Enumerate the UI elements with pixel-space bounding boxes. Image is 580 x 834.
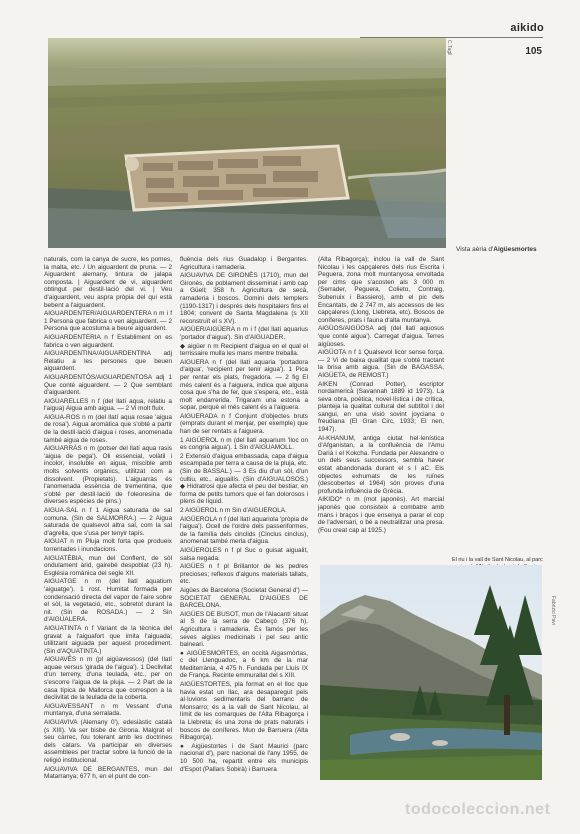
entry: AIGUATGE n m (del llatí aquatium 'aiguatge'). 1 rost. Humitat formada per condensació directa del vapor de l'aire sobre el sòl, la vegetació, etc., sobretot durant la nit. (Sin de ROSADA.) — 2 Sin d'AIGUALERA. [44,578,172,624]
entry: naturals, com la canya de sucre, les pomes, la malta, etc. / Un aiguardent de pruna. — 2 Aiguardent alemany, tintura de jalapa composta. | Aiguardent de vi, aiguardent obtingut per destil·lació del vi. | Veu d'aiguardent, veu aspra pròpia del qui està bebent a l'aiguardent. [44,256,172,309]
entry: AIGÜOTA n f 1 Qualsevol licor sense força. — 2 Vi de baixa qualitat que s'obté tractant la brisa amb aigua. (Sin de BAGASSA, AIGÜETA, de REMOST.) [318,349,444,379]
caption-text: Vista aèria d' [456,246,494,253]
entry: AIGUERADA n f Conjunt d'objectes bruts (emprats durant el menjar, per exemple) que han de ser rentats a l'aiguera. [180,412,308,436]
entry: AIGUARDENTINA/AIGUARDENTINA adj Relatiu a les persones que beuen aiguardent. [44,350,172,373]
entry: 2 Extensió d'aigua embassada, capa d'aigua escampada per terra a causa de la pluja, etc. (Sin de BASSAL.) — 3 Es diu d'un sòl, d'un cultiu, etc., aiguallís. (Sin d'AIGUALOSOS.) ◆ Hidratrosi que afecta el peu del bestiar, en forma de petits tumors que el fan dolorosos i plens de líquid. [180,452,308,506]
entry: AIGÜEROLES n f pl Suc o guisat aigualit, salsa negada. [180,546,308,562]
column-1 [44,256,172,782]
photo-credit-bottom: Fabrizio Pavi [550,596,556,625]
entry: AIGUAVIVA (Alemany 0'), edesiàstic català (s XIII). Va ser bisbe de Girona. Malgrat el seu càrrec, fou tolerant amb les doctrines dels càtars. Va participar en diverses assemblees per tractar sobre la funció de la religió institucional. [44,719,172,764]
photo-credit-top: C.Taglì [446,40,452,56]
header-word: aikido [510,22,544,34]
entry: Aigües de Barcelona (Societat General d') — SOCIETAT GENERAL D'AIGÜES DE BARCELONA. [180,586,308,610]
entry: AIGUARRÀS n m (potser del llatí aqua rasis 'aigua de pega'). Oli essencial, volàtil i incolor, insoluble en aigua, miscible amb molts solvents orgànics, utilitzat com a dissolvent. (Propietats). L'aiguarràs és l'anomenada essència de trementina, que s'obté per destil·lació de l'oleoresina de diverses espècies de pins.) [44,445,172,506]
entry: 1 AIGÜEROL n m (del llatí aquarium 'lloc on es congria aigua'). 1 Sin d'AIGUAMOLL. [180,436,308,452]
column-2 [180,256,308,774]
entry: AIGUARDENTER/AIGUARDENTERA n m i f 1 Persona que fabrica o ven aiguardent. — 2 Persona que acostuma a beure aiguardent. [44,310,172,333]
entry: AIGÜEROLA n f (del llatí aquariola 'pròpia de l'aigua'). Ocell de l'ordre dels passeriformes, de la família dels cinclids (Cinclus cinclus), anomenat també merla d'aigua. [180,515,308,546]
entry: ◆ aigüer n m Recipient d'aigua en el qual el terrissaire mulla les mans mentre treballa. [180,342,308,358]
entry: (Alta Ribagorça); inclou la vall de Sant Nicolau i les capçaleres dels rius Escrita i Peguera, zona molt muntanyosa envoltada per cims que s'acosten als 3 000 m (Serrader, Peguera, Colieto, Contraig, Subenuix i Bassiero), amb el pic dels Encantats, de 2 747 m, als accessos de les capçaleres (Llong, Llebreta, etc). Boscos de coníferes, prats i fauna d'alta muntanya. [318,256,444,324]
sant-nicolau-valley-photo [320,565,542,780]
aigues-mortes-aerial-photo [48,38,446,248]
watermark: todocoleccion.net [405,801,551,818]
entry: AIGUA-ROS n m (del llatí aqua rosae 'aigua de rosa'). Aigua aromàtica que s'obté a partir de la destil·lació d'aigua i roses, anomenada també aigua de roses. [44,413,172,444]
entry: AIKEN (Conrad Potter), escriptor nordamericà (Savannah 1889 id 1973). La seva obra, poètica, novel·lística i de crítica, planteja la qualitat cultural del subtítol i del sangui, en una visió sovint joyciana o freudiana (El Gran Circ, 1933; El nen, 1947). [318,380,444,434]
entry: AIGUARELLES n f (del llatí aqua, relatiu a l'aigua) Aigua amb aigua. — 2 Vi molt fluix. [44,397,172,413]
entry: AIGUAVESSANT n m Vessant d'una muntanya, d'una serralada. [44,702,172,718]
column-3 [318,256,444,535]
entry: AIGUERA n f (del llatí aquaria 'portadora d'aigua', 'recipient per tenir aigua'). 1 Pica per rentar els plats, fregadora. — 2 fig El més calent és a l'aiguera, indica que alguna cosa que s'ha de fer, que s'espera, etc., està molt endarrerida. Trigaram una estona a sopar, perquè el més calent és a l'aiguera. [180,358,308,412]
entry: AIGUA-SAL n f 1 Aigua saturada de sal comuna. (Sin de SALMORRA.) — 2 Aigua saturada de qualsevol altra sal, com la sal d'agrella, que s'usa per tenyir tapís. [44,507,172,537]
entry: AIGUATINTA n f Variant de la tècnica del gravat a l'aiguafort que imita l'aiguada; utilitzant aiguada per aquest procediment. (Sin d'AQUATINTA.) [44,624,172,655]
entry: AIGÜES DE BUSOT, mun de l'Alacantí situat al S de la serra de Cabeçó (376 h). Agricultura i ramaderia. És famós per les seves aigües medicinals i pel seu antic balneari. [180,610,308,649]
top-photo-caption [456,246,537,253]
entry: ● Aigüestortes i de Sant Maurici (parc nacional d'), parc nacional de l'any 1955, de 10 500 ha, repartit entre els municipis d'Espot (Pallars Sobirà) i Barruera [180,742,308,773]
entry: AIGUAT n m Pluja molt forta que produeix torrentades i inundacions. [44,538,172,553]
entry: AIGUAVIVA DE GIRONÈS (1710), mun del Gironès, de poblament disseminat i amb cap a Güell; 358 h. Agricultura de secà, ramaderia i boscos. Domini dels templers (1190-1317) i després dels hospitalers fins el 1804; convent de Santa Magdalena (s XII reconstruït el s XV). [180,272,308,325]
entry: AIGÜESTORTES, pla format en el lloc que havia estat un llac, ara desaparegut pels al·luvions sedimentaris del barranc de Monsarro; és a la vall de Sant Nicolau, al límit de les comarques de l'Alta Ribagorça i la Llebreta; és una zona de prats naturals i boscos de coníferes. Mun de Barruera (Alta Ribagorça). [180,681,308,742]
entry: ● AIGÜESMORTES, en occità Aigasmòrtas, c del Llenguadoc, a 6 km de la mar Mediterrània, 4 475 h. Fundada per Lluís IX de França. Recinte emmurallat del s XIII. [180,649,308,680]
entry: AIGUATÈBIA, mun del Conflent, de sòl ondulament àrid, gairebé despoblat (23 h). Església romànica del segle XII. [44,554,172,577]
page-number: 105 [525,46,542,57]
entry: AIGUAVÉS n m (pl aigüavessos) (del llatí aquae versus 'girada de l'aigua'). 1 Declivitat d'un terreny, d'una teulada, etc., per on s'escorre l'aigua de la pluja. — 2 Part de la casa típica de Mallorca que correspon a la declivitat de la teulada de la coberta. [44,656,172,702]
entry: AIGUAVIVA DE BERGANTES, mun del Matarranya; 677 h, en el punt de con- [44,765,172,781]
entry: AIGÜES n f pl Brillantor de les pedres precioses; reflexos d'alguns materials tallats, etc. [180,563,308,586]
entry: AIGUARDENTERIA n f Establiment on es fabrica o ven aiguardent. [44,333,172,349]
entry: 2 AIGÜEROL n m Sin d'AIGUEROLA. [180,507,287,514]
entry: AIGÜER/AIGÜERA n m i f (del llatí aquarius 'portador d'aigua'). Sin d'AIGUADER. [180,326,308,341]
entry: AIGUARDENTÓS/AIGUARDENTOSA adj 1 Que conté aiguardent. — 2 Que semblant d'aiguardent. [44,373,172,397]
entry: AI-KHANUM, antiga ciutat hel·lenística d'Afganistan, a la confluència de l'Amu Darià i el Kokcha. Fundada per Alexandre o un dels seus successors, sembla haver estat abandonada durant el s I aC. Els objectes exhumats de les ruïnes (descobertes el 1964) són proves d'una profunda influència de Grècia. [318,434,444,495]
caption-place: Aigüesmortes [493,246,537,253]
entry: AIKIDO* n m (mot japonès). Art marcial japonès que consisteix a combatre amb mans i braços i que ensenya a parar el cop de l'adversari, o bé a neutralitzar una presa. (Fou creat cap al 1925.) [318,496,444,534]
caption-text: El riu i la vall de Sant Nicolau, al parc [452,557,543,563]
entry: fluència dels rius Guadalop i Bergantes. Agricultura i ramaderia. [180,256,308,271]
entry: AIGÜOS/AIGÜOSA adj (del llatí aquosus 'que conté aigua'). Carregat d'aigua. Terres aigüoses. [318,325,444,348]
